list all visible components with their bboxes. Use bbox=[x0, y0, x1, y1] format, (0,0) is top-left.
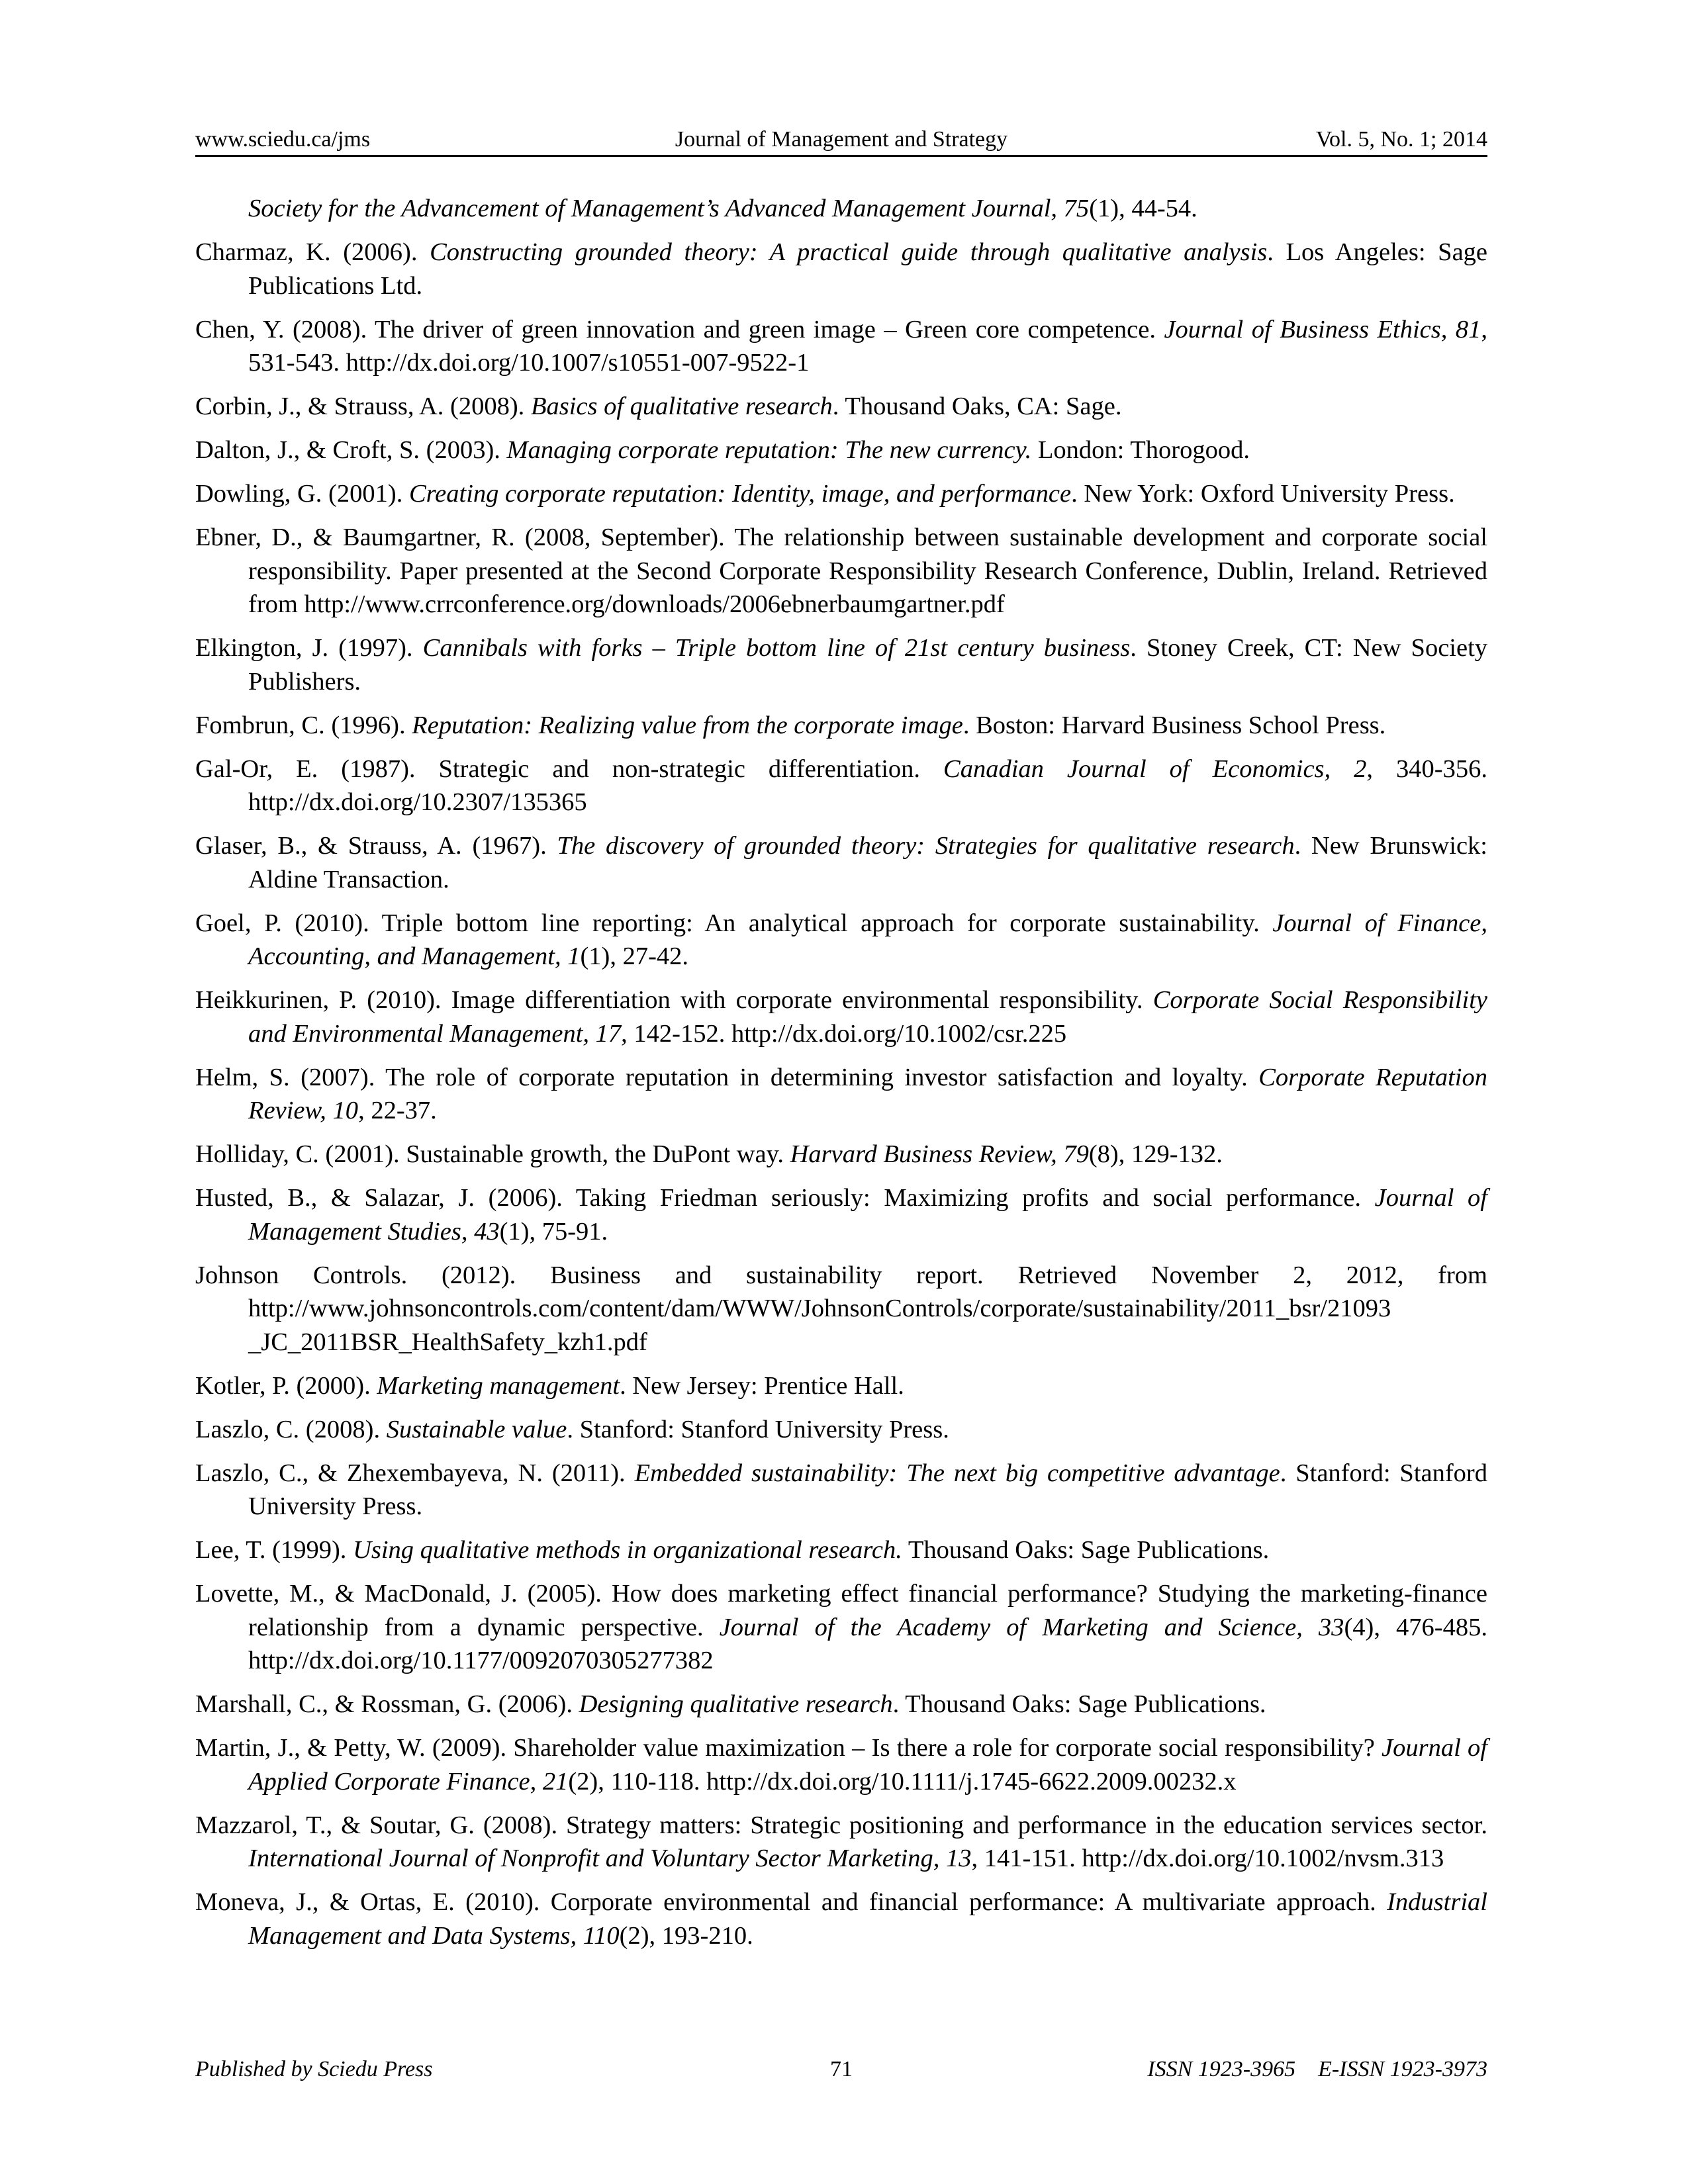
reference-text: Moneva, J., & Ortas, E. (2010). Corporate environmental and financial performance: A multivariate approach. bbox=[195, 1888, 1387, 1916]
reference-text: Helm, S. (2007). The role of corporate reputation in determining investor satisfaction and loyalty. bbox=[195, 1063, 1259, 1091]
reference-entry bbox=[195, 1259, 1487, 1359]
reference-text: (4), 476-485. http://dx.doi.org/10.1177/0092070305277382 bbox=[248, 1613, 1488, 1674]
reference-text: Goel, P. (2010). Triple bottom line reporting: An analytical approach for corporate sustainability. bbox=[195, 909, 1273, 937]
reference-text: (2), 193-210. bbox=[619, 1921, 753, 1950]
reference-source-italic: Managing corporate reputation: The new currency. bbox=[506, 436, 1032, 464]
reference-text: (2), 110-118. http://dx.doi.org/10.1111/j.1745-6622.2009.00232.x bbox=[568, 1767, 1237, 1796]
reference-text: (1), 44-54. bbox=[1089, 195, 1197, 222]
reference-source-italic: Industrial Management and Data Systems, 110 bbox=[248, 1888, 1487, 1950]
reference-text: Husted, B., & Salazar, J. (2006). Taking Friedman seriously: Maximizing profits and social performance. bbox=[195, 1184, 1375, 1212]
reference-entry bbox=[195, 1688, 1487, 1721]
reference-text: London: Thorogood. bbox=[1031, 436, 1250, 464]
header-volume-info: Vol. 5, No. 1; 2014 bbox=[1315, 127, 1487, 152]
reference-entry bbox=[195, 1731, 1487, 1798]
reference-text: Holliday, C. (2001). Sustainable growth, the DuPont way. bbox=[195, 1140, 790, 1168]
reference-entry bbox=[195, 829, 1487, 896]
reference-text: (1), 27-42. bbox=[580, 942, 689, 970]
reference-entry bbox=[195, 433, 1487, 467]
reference-text: . Stoney Creek, CT: New Society Publishers. bbox=[248, 634, 1488, 696]
reference-source-italic: Journal of the Academy of Marketing and Science, 33 bbox=[719, 1613, 1344, 1641]
page-footer bbox=[195, 2054, 1487, 2085]
reference-text: Laszlo, C. (2008). bbox=[195, 1415, 387, 1443]
reference-source-italic: Reputation: Realizing value from the corporate image bbox=[412, 711, 963, 739]
reference-text: Kotler, P. (2000). bbox=[195, 1371, 377, 1400]
reference-text: Laszlo, C., & Zhexembayeva, N. (2011). bbox=[195, 1459, 635, 1487]
reference-entry bbox=[195, 983, 1487, 1050]
reference-text: . Los Angeles: Sage Publications Ltd. bbox=[248, 238, 1488, 300]
reference-source-italic: Canadian Journal of Economics, 2 bbox=[943, 754, 1367, 783]
reference-text: Ebner, D., & Baumgartner, R. (2008, September). The relationship between sustainable development and corporate social responsibility. Paper presented at the Second Corporate Responsibility Research Conference, Dublin, Ireland. Retrieved from http://www.crrconference.org/downloads/2006ebnerbaumgartner.pdf bbox=[195, 523, 1487, 618]
reference-entry bbox=[195, 1533, 1487, 1567]
reference-text: Fombrun, C. (1996). bbox=[195, 711, 412, 739]
reference-text: Charmaz, K. (2006). bbox=[195, 238, 430, 266]
reference-text: Lovette, M., & MacDonald, J. (2005). How does marketing effect financial performance? Studying the marketing-finance relationship from a dynamic perspective. bbox=[195, 1580, 1487, 1641]
reference-source-italic: Marketing management bbox=[377, 1371, 620, 1400]
reference-entry bbox=[195, 709, 1487, 743]
reference-text: . Stanford: Stanford University Press. bbox=[248, 1459, 1488, 1520]
reference-text: . Thousand Oaks: Sage Publications. bbox=[892, 1690, 1266, 1718]
reference-entry bbox=[195, 477, 1487, 511]
reference-text: (1), 75-91. bbox=[499, 1217, 608, 1246]
reference-entry bbox=[195, 1457, 1487, 1524]
reference-source-italic: Using qualitative methods in organizational research. bbox=[353, 1536, 902, 1564]
reference-entry bbox=[195, 631, 1487, 698]
reference-entry bbox=[195, 313, 1487, 380]
reference-entry bbox=[195, 1809, 1487, 1876]
reference-source-italic: International Journal of Nonprofit and Voluntary Sector Marketing, 13 bbox=[248, 1844, 972, 1872]
reference-source-italic: Creating corporate reputation: Identity, image, and performance bbox=[408, 480, 1072, 508]
reference-source-italic: Journal of Finance, Accounting, and Management, 1 bbox=[248, 909, 1487, 970]
reference-source-italic: Journal of Management Studies, 43 bbox=[248, 1184, 1488, 1246]
reference-source-italic: Constructing grounded theory: A practical guide through qualitative analysis bbox=[430, 238, 1268, 266]
reference-source-italic: Designing qualitative research bbox=[579, 1690, 893, 1718]
reference-list bbox=[195, 192, 1487, 1963]
reference-entry bbox=[195, 521, 1487, 621]
footer-publisher: Published by Sciedu Press bbox=[195, 2057, 433, 2081]
reference-entry bbox=[195, 1181, 1487, 1248]
reference-text: Gal-Or, E. (1987). Strategic and non-strategic differentiation. bbox=[195, 754, 944, 783]
reference-text: Martin, J., & Petty, W. (2009). Shareholder value maximization – Is there a role for corporate social responsibility? bbox=[195, 1734, 1382, 1762]
reference-entry bbox=[195, 1886, 1487, 1952]
reference-source-italic: Corporate Social Responsibility and Environmental Management, 17 bbox=[248, 986, 1487, 1048]
reference-entry bbox=[195, 907, 1487, 974]
reference-entry bbox=[195, 236, 1487, 302]
header-journal-url[interactable]: www.sciedu.ca/jms bbox=[195, 127, 371, 152]
reference-entry bbox=[195, 752, 1487, 819]
reference-entry bbox=[195, 390, 1487, 424]
reference-text: Lee, T. (1999). bbox=[195, 1536, 353, 1564]
reference-text: . New Brunswick: Aldine Transaction. bbox=[248, 832, 1488, 893]
reference-text: Corbin, J., & Strauss, A. (2008). bbox=[195, 392, 531, 420]
reference-text: . Boston: Harvard Business School Press. bbox=[962, 711, 1386, 739]
reference-text: , 142-152. http://dx.doi.org/10.1002/csr.225 bbox=[621, 1019, 1067, 1048]
reference-entry bbox=[195, 1577, 1487, 1678]
reference-source-italic: Basics of qualitative research bbox=[530, 392, 833, 420]
footer-page-number: 71 bbox=[830, 2057, 853, 2081]
reference-text: Dalton, J., & Croft, S. (2003). bbox=[195, 436, 507, 464]
page-header bbox=[195, 124, 1487, 157]
reference-text: , 22-37. bbox=[358, 1097, 437, 1124]
reference-entry-continued bbox=[195, 192, 1487, 226]
reference-text: Thousand Oaks: Sage Publications. bbox=[902, 1536, 1270, 1564]
header-journal-title: Journal of Management and Strategy bbox=[675, 127, 1008, 152]
reference-text: Heikkurinen, P. (2010). Image differentiation with corporate environmental responsibility. bbox=[195, 986, 1153, 1014]
reference-source-italic: Cannibals with forks – Triple bottom line of 21st century business bbox=[422, 634, 1131, 662]
reference-text: Elkington, J. (1997). bbox=[195, 634, 423, 662]
reference-text: Chen, Y. (2008). The driver of green innovation and green image – Green core competence. bbox=[195, 315, 1164, 343]
reference-text: Mazzarol, T., & Soutar, G. (2008). Strategy matters: Strategic positioning and performance in the education services sector. bbox=[195, 1811, 1487, 1839]
reference-source-italic: Sustainable value bbox=[386, 1415, 567, 1443]
reference-text: , 141-151. http://dx.doi.org/10.1002/nvsm.313 bbox=[971, 1844, 1444, 1872]
reference-entry bbox=[195, 1413, 1487, 1447]
footer-issn: ISSN 1923-3965 E-ISSN 1923-3973 bbox=[1147, 2057, 1487, 2081]
reference-source-italic: Embedded sustainability: The next big competitive advantage bbox=[634, 1459, 1280, 1487]
reference-source-italic: Journal of Applied Corporate Finance, 21 bbox=[248, 1734, 1487, 1796]
reference-entry bbox=[195, 1061, 1487, 1128]
reference-text: Marshall, C., & Rossman, G. (2006). bbox=[195, 1690, 579, 1718]
reference-source-italic: Harvard Business Review, 79 bbox=[790, 1140, 1089, 1168]
reference-text: . New Jersey: Prentice Hall. bbox=[620, 1371, 904, 1400]
reference-text: . Stanford: Stanford University Press. bbox=[567, 1415, 949, 1443]
reference-source-italic: The discovery of grounded theory: Strategies for qualitative research bbox=[557, 832, 1295, 860]
reference-text: . New York: Oxford University Press. bbox=[1071, 480, 1455, 508]
reference-entry bbox=[195, 1369, 1487, 1403]
reference-text: , 340-356. http://dx.doi.org/10.2307/135365 bbox=[248, 754, 1487, 816]
reference-text: . Thousand Oaks, CA: Sage. bbox=[832, 392, 1122, 420]
reference-source-italic: Corporate Reputation Review, 10 bbox=[248, 1063, 1488, 1124]
reference-text: , 531-543. http://dx.doi.org/10.1007/s10551-007-9522-1 bbox=[248, 315, 1487, 377]
reference-text: Glaser, B., & Strauss, A. (1967). bbox=[195, 832, 557, 860]
reference-text: (8), 129-132. bbox=[1088, 1140, 1223, 1168]
reference-text: Dowling, G. (2001). bbox=[195, 480, 409, 508]
reference-source-italic: Journal of Business Ethics, 81 bbox=[1164, 315, 1481, 343]
reference-source-italic: Society for the Advancement of Management’s Advanced Management Journal, 75 bbox=[248, 195, 1090, 222]
reference-entry bbox=[195, 1138, 1487, 1171]
reference-text: Johnson Controls. (2012). Business and sustainability report. Retrieved November 2, 2012, from http://www.johnsoncontrols.com/content/dam/WWW/JohnsonControls/corporate/sustainability/2011_bsr/21093 _JC_2011BSR_HealthSafety_kzh1.pdf bbox=[195, 1261, 1487, 1356]
